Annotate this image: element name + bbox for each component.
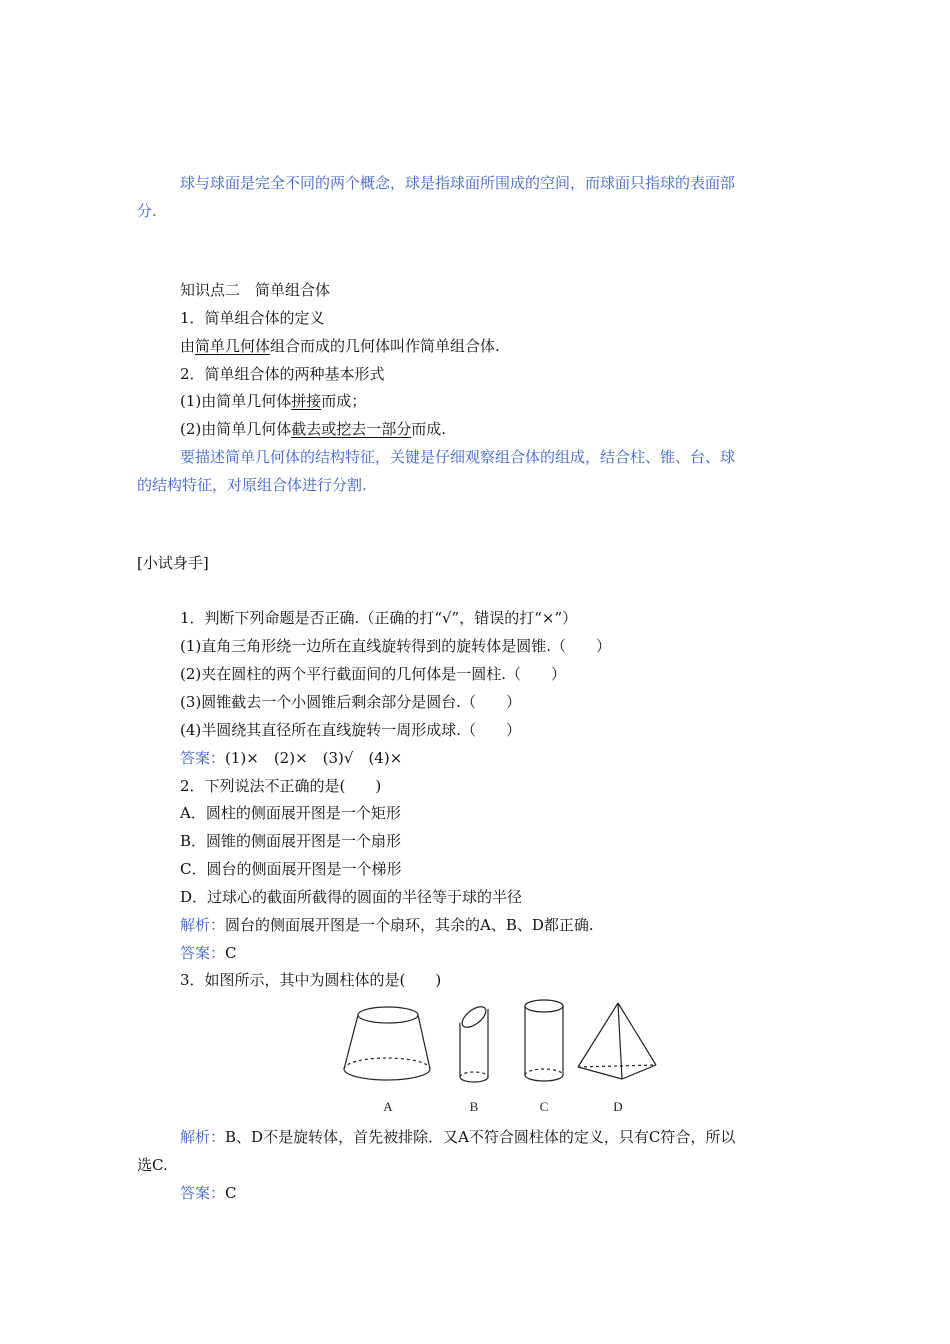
note-line: 分. <box>137 202 157 220</box>
text-fragment: (1)由简单几何体 <box>180 392 292 410</box>
text-fragment: 而成. <box>411 420 447 438</box>
option-a: A．圆柱的侧面展开图是一个矩形 <box>180 804 401 822</box>
definition-text <box>180 336 500 356</box>
underlined-term: 截去或挖去一部分 <box>291 420 412 438</box>
cylinder-shape <box>525 1000 563 1081</box>
answer-label: 答案： <box>180 944 226 962</box>
analysis-continuation: 选C. <box>137 1156 168 1174</box>
answer-text: C <box>225 944 237 962</box>
option-b: B．圆锥的侧面展开图是一个扇形 <box>180 832 402 850</box>
analysis-text: 圆台的侧面展开图是一个扇环，其余的A、B、D都正确. <box>225 916 594 934</box>
question-item: (4)半圆绕其直径所在直线旋转一周形成球.（ ） <box>180 721 522 739</box>
option-d: D．过球心的截面所截得的圆面的半径等于球的半径 <box>180 888 523 906</box>
analysis-line <box>180 915 594 935</box>
question-item: (3)圆锥截去一个小圆锥后剩余部分是圆台.（ ） <box>180 693 522 711</box>
question-item: (2)夹在圆柱的两个平行截面间的几何体是一圆柱.（ ） <box>180 665 567 683</box>
question-stem: 2．下列说法不正确的是( ) <box>180 777 382 795</box>
figure-label-c: C <box>539 1099 549 1114</box>
oblique-cut-cylinder-shape <box>459 1003 490 1082</box>
form-item <box>180 391 366 411</box>
question-item: (1)直角三角形绕一边所在直线旋转得到的旋转体是圆锥.（ ） <box>180 637 612 655</box>
text-fragment: 而成； <box>321 392 367 410</box>
analysis-label: 解析： <box>180 1128 226 1146</box>
analysis-label: 解析： <box>180 916 226 934</box>
figure-label-a: A <box>383 1099 393 1114</box>
question-stem: 3．如图所示，其中为圆柱体的是( ) <box>180 971 442 989</box>
note-line: 的结构特征，对原组合体进行分割. <box>137 476 367 494</box>
practice-heading: [小试身手] <box>137 554 209 572</box>
solids-figure <box>330 995 670 1120</box>
answer-line <box>180 943 237 963</box>
option-c: C．圆台的侧面展开图是一个梯形 <box>180 860 402 878</box>
forms-heading: 2．简单组合体的两种基本形式 <box>180 365 385 383</box>
answer-line <box>180 748 402 768</box>
answer-label: 答案： <box>180 1184 226 1202</box>
answer-text: (1)× (2)× (3)√ (4)× <box>225 749 403 767</box>
underlined-term: 简单几何体 <box>195 337 271 355</box>
note-line: 要描述简单几何体的结构特征，关键是仔细观察组合体的组成，结合柱、锥、台、球 <box>180 448 736 466</box>
definition-heading: 1．简单组合体的定义 <box>180 309 325 327</box>
frustum-shape <box>344 1007 430 1080</box>
underlined-term: 拼接 <box>291 392 322 410</box>
figure-label-d: D <box>613 1099 623 1114</box>
text-fragment: 组合而成的几何体叫作简单组合体. <box>270 337 500 355</box>
text-fragment: (2)由简单几何体 <box>180 420 292 438</box>
text-fragment: 由 <box>180 337 196 355</box>
figure-label-b: B <box>469 1099 479 1114</box>
answer-line <box>180 1183 237 1203</box>
analysis-line <box>180 1127 735 1147</box>
question-stem: 1．判断下列命题是否正确.（正确的打“√”，错误的打“×”） <box>180 609 578 627</box>
analysis-text: B、D不是旋转体，首先被排除．又A不符合圆柱体的定义，只有C符合，所以 <box>225 1128 736 1146</box>
form-item <box>180 419 446 439</box>
answer-text: C <box>225 1184 237 1202</box>
section-title: 知识点二 简单组合体 <box>180 281 331 299</box>
answer-label: 答案： <box>180 749 226 767</box>
solids-figure-svg <box>330 995 670 1120</box>
note-line: 球与球面是完全不同的两个概念，球是指球面所围成的空间，而球面只指球的表面部 <box>180 174 736 192</box>
pyramid-shape <box>578 1003 656 1079</box>
